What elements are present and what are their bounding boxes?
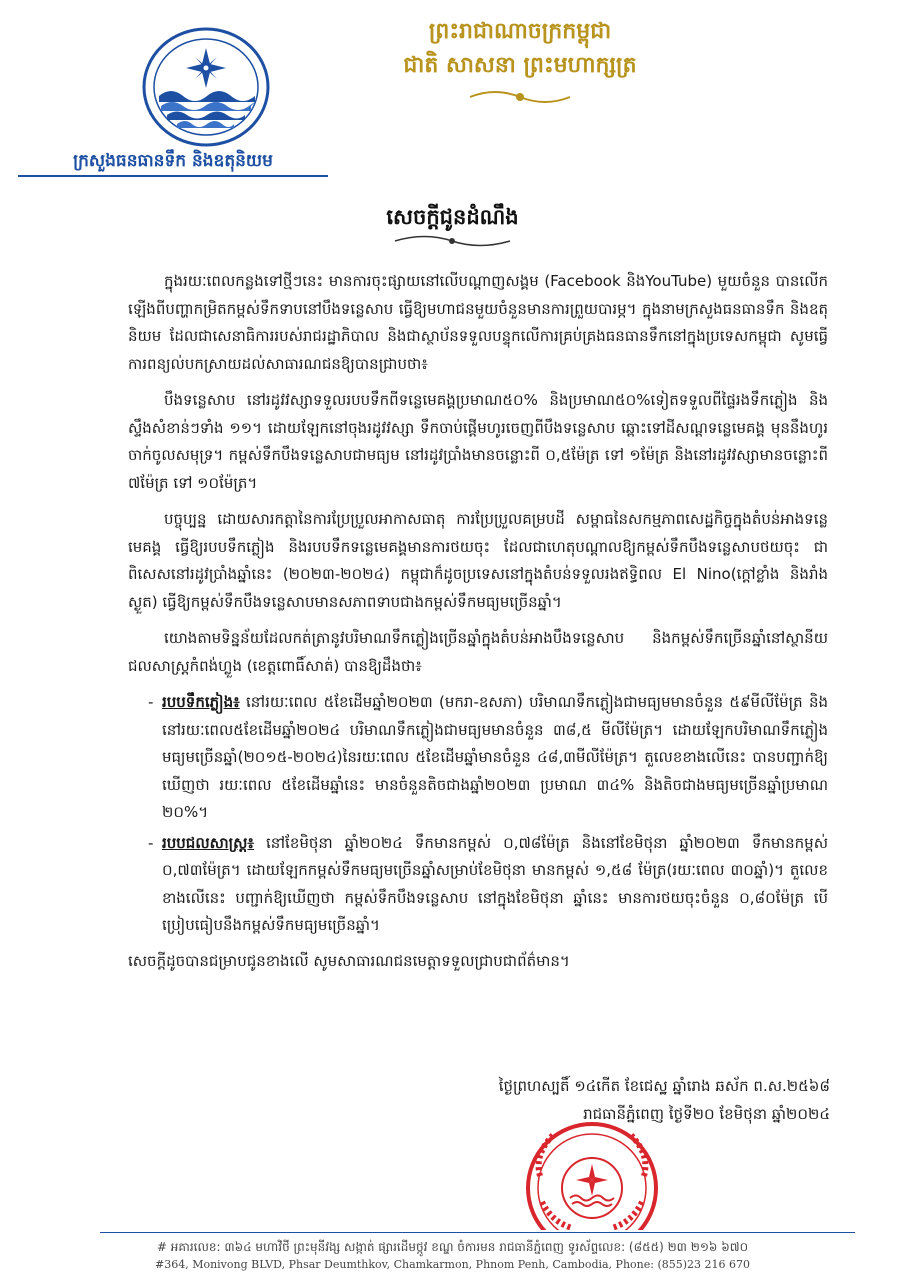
list-item-text: នៅខែមិថុនា ឆ្នាំ២០២៤ ទឹកមានកម្ពស់ ០,៧៨ម៉ែត្រ និងនៅខែមិថុនា ឆ្នាំ២០២៣ ទឹកមានកម្ពស់ ០,៧៣ម៉ែត្រ។ ដោយឡែកកម្ពស់ទឹកមធ្យមច្រើនឆ្នាំសម្រាប់ខែមិថុនា មានកម្ពស់ ១,៥៨ ម៉ែត្រ(រយៈពេល ៣០ឆ្នាំ)។ តួលេខខាងលើនេះ បញ្ជាក់ឱ្យឃើញថា កម្ពស់ទឹកបឹងទន្លេសាប នៅក្នុងខែមិថុនា ឆ្នាំនេះ មានការថយចុះចំនួន ០,៨០ម៉ែត្រ បើប្រៀបធៀបនឹងកម្ពស់ទឹកមធ្យមច្រើនឆ្នាំ។: [162, 833, 828, 934]
official-seal-icon: [522, 1118, 662, 1230]
ministry-logo: [118, 26, 293, 148]
list-item: [148, 689, 828, 827]
findings-list: [128, 689, 828, 940]
place-date: រាជធានីភ្នំពេញ ថ្ងៃទី២០ ខែមិថុនា ឆ្នាំ២០២៤: [583, 1105, 830, 1123]
address-english: #364, Monivong BLVD, Phsar Deumthkov, Chamkarmon, Phnom Penh, Cambodia, Phone: (855)23 216 670: [154, 1258, 751, 1271]
paragraph-intro: ក្នុងរយៈពេលកន្លងទៅថ្មីៗនេះ មានការចុះផ្សាយនៅលើបណ្តាញសង្គម (Facebook និងYouTube) មួយចំនួន បានលើកឡើងពីបញ្ហាកម្រិតកម្ពស់ទឹកទាបនៅបឹងទន្លេសាប ធ្វើឱ្យមហាជនមួយចំនួនមានការព្រួយបារម្ភ។ ក្នុងនាមក្រសួងធនធានទឹក និងឧតុនិយម ដែលជាសេនាធិការរបស់រាជរដ្ឋាភិបាល និងជាស្ថាប័នទទួលបន្ទុកលើការគ្រប់គ្រងធនធានទឹកនៅក្នុងប្រទេសកម្ពុជា សូមធ្វើការពន្យល់បកស្រាយដល់សាធារណជនឱ្យបានជ្រាបថា៖: [128, 272, 828, 373]
paragraph-tonle-sap: បឹងទន្លេសាប នៅរដូវវស្សាទទួលរបបទឹកពីទន្លេមេគង្គប្រមាណ៥០% និងប្រមាណ៥០%ទៀតទទួលពីផ្ទៃរងទឹកភ្លៀង និងស្ទឹងសំខាន់ៗទាំង ១១។ ដោយឡែកនៅចុងរដូវវស្សា ទឹកចាប់ផ្តើមហូរចេញពីបឹងទន្លេសាប ឆ្ពោះទៅដីសណ្តទន្លេមេគង្គ មុននឹងហូរចាក់ចូលសមុទ្រ។ កម្ពស់ទឹកបឹងទន្លេសាបជាមធ្យម នៅរដូវប្រាំងមានចន្លោះពី ០,៥ម៉ែត្រ ទៅ ១ម៉ែត្រ និងនៅរដូវវស្សាមានចន្លោះពី ៧ម៉ែត្រ ទៅ ១០ម៉ែត្រ។: [128, 391, 828, 492]
list-item-text: នៅរយៈពេល ៥ខែដើមឆ្នាំ២០២៣ (មករា-ឧសភា) បរិមាណទឹកភ្លៀងជាមធ្យមមានចំនួន ៥៩មីលីម៉ែត្រ និងនៅរយៈពេល៥ខែដើមឆ្នាំ២០២៤ បរិមាណទឹកភ្លៀងជាមធ្យមមានចំនួន ៣៨,៥ មីលីម៉ែត្រ។ ដោយឡែកបរិមាណទឹកភ្លៀងមធ្យមច្រើនឆ្នាំ(២០១៥-២០២៤)នៃរយៈពេល ៥ខែដើមឆ្នាំមានចំនួន ៤៨,៣មីលីម៉ែត្រ។ តួលេខខាងលើនេះ បានបញ្ជាក់ឱ្យឃើញថា រយៈពេល ៥ខែដើមឆ្នាំនេះ មានចំនួនតិចជាងឆ្នាំ២០២៣ ប្រមាណ ៣៤% និងតិចជាងមធ្យមច្រើនឆ្នាំប្រមាណ ២០%។: [162, 693, 828, 821]
document-title: សេចក្តីជូនដំណឹង: [386, 204, 519, 229]
list-item-label: របបទឹកភ្លៀង៖: [162, 693, 240, 711]
kingdom-motto: [330, 14, 710, 106]
address-khmer: # អគារលេខ: ៣៦៤ មហាវិថី ព្រះមុនីវង្ស សង្កាត់ ផ្សារដើមថ្កូវ ខណ្ឌ ចំការមន រាជធានីភ្នំពេញ ទូរស័ព្ទលេខ: (៨៥៥) ២៣ ២១៦ ៦៧០: [156, 1240, 749, 1254]
list-item: [148, 830, 828, 940]
list-item-label: របបជលសាស្ត្រ៖: [162, 833, 254, 852]
footer-address: [0, 1238, 905, 1274]
kingdom-line-2: ជាតិ សាសនា ព្រះមហាក្សត្រ: [403, 52, 637, 79]
lunar-date: ថ្ងៃព្រហស្បតិ៍ ១៤កើត ខែជេស្ឋ ឆ្នាំរោង ឆស័ក ព.ស.២៥៦៨: [498, 1077, 830, 1095]
document-body: [128, 268, 828, 984]
paragraph-data-source: យោងតាមទិន្នន័យដែលកត់ត្រានូវបរិមាណទឹកភ្លៀងច្រើនឆ្នាំក្នុងតំបន់អាងបឹងទន្លេសាប និងកម្ពស់ទឹកច្រើនឆ្នាំនៅស្ថានីយជលសាស្ត្រកំពង់ហ្លួង (ខេត្តពោធិ៍សាត់) បានឱ្យដឹងថា៖: [128, 629, 828, 675]
paragraph-causes: បច្ចុប្បន្ន ដោយសារកត្តានៃការប្រែប្រួលអាកាសធាតុ ការប្រែប្រួលគម្របដី សម្ពាធនៃសកម្មភាពសេដ្ឋកិច្ចក្នុងតំបន់អាងទន្លេមេគង្គ ធ្វើឱ្យរបបទឹកភ្លៀង និងរបបទឹកទន្លេមេគង្គមានការថយចុះ ដែលជាហេតុបណ្តាលឱ្យកម្ពស់ទឹកបឹងទន្លេសាបថយចុះ ជាពិសេសនៅរដូវប្រាំងឆ្នាំនេះ (២០២៣-២០២៤) កម្ពុជាក៏ដូចប្រទេសនៅក្នុងតំបន់ទទួលរងឥទ្ធិពល El Nino(ក្តៅខ្លាំង និងរាំងស្ងួត) ធ្វើឱ្យកម្ពស់ទឹកបឹងទន្លេសាបមានសភាពទាបជាងកម្ពស់ទឹកមធ្យមច្រើនឆ្នាំ។: [128, 510, 828, 611]
footer-divider: [100, 1232, 855, 1233]
ministry-name: ក្រសួងធនធានទឹក និងឧតុនិយម: [18, 150, 328, 177]
paragraph-closing: សេចក្តីដូចបានជម្រាបជូនខាងលើ សូមសាធារណជនមេត្តាទទួលជ្រាបជាព័ត៌មាន។: [128, 951, 570, 970]
ornament-divider-icon: [460, 88, 580, 106]
ministry-emblem-icon: [141, 26, 271, 148]
kingdom-line-1: ព្រះរាជាណាចក្រកម្ពុជា: [428, 18, 612, 44]
title-ornament-icon: [390, 234, 515, 248]
